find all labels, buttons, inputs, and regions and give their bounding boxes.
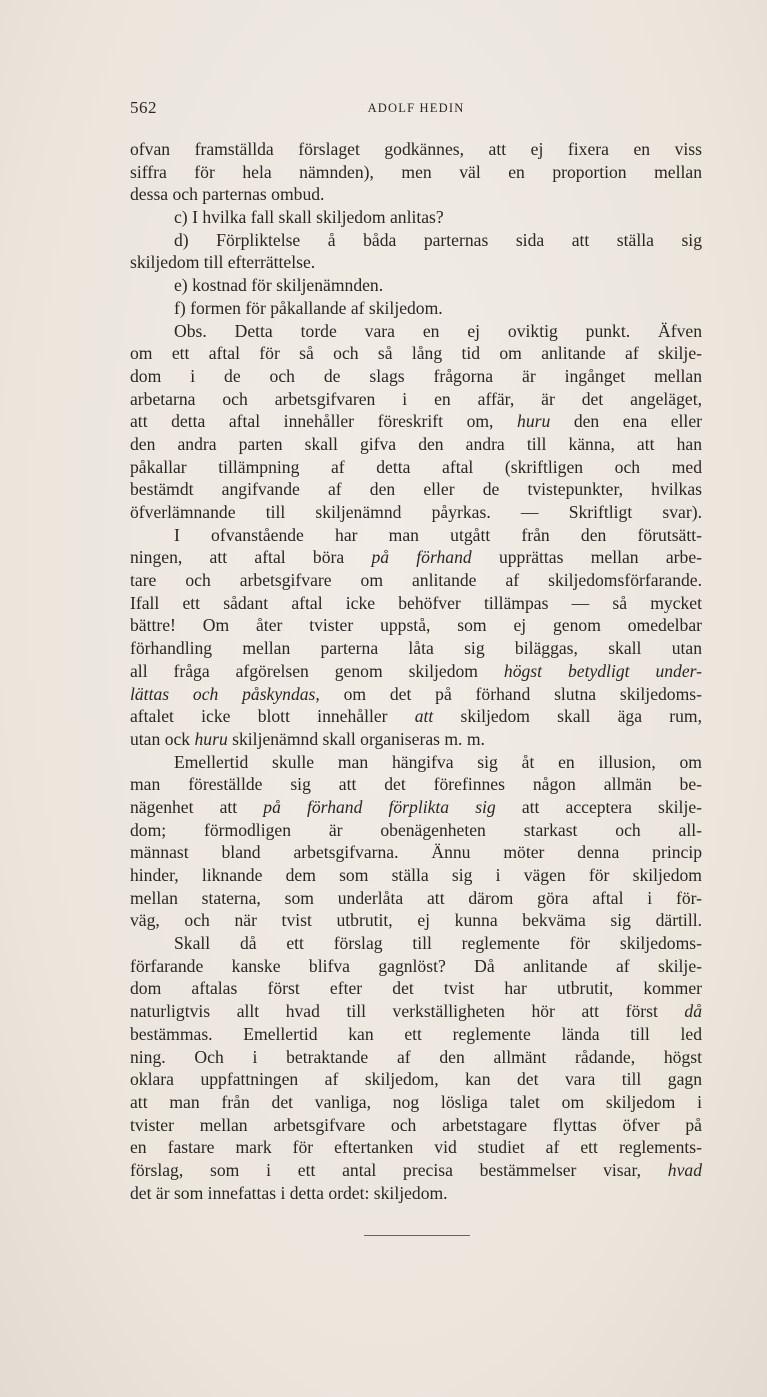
end-rule (364, 1235, 470, 1236)
text-line: dom aftalas först efter det tvist har utbrutit, kommer (130, 978, 702, 999)
text-line: väg, och när tvist utbrutit, ej kunna bekväma sig därtill. (130, 910, 702, 931)
text-line: mellan staterna, som underlåta att därom göra aftal i för- (130, 887, 702, 908)
text-line: ning. Och i betraktande af den allmänt rådande, högst (130, 1046, 702, 1067)
text-line: oklara uppfattningen af skiljedom, kan det vara till gagn (130, 1069, 702, 1090)
text-line: aftalet icke blott innehåller att skiljedom skall äga rum, (130, 706, 702, 727)
text-line: en fastare mark för eftertanken vid studiet af ett reglements- (130, 1137, 702, 1158)
text-line: att detta aftal innehåller föreskrift om, huru den ena eller (130, 411, 702, 432)
text-line: hinder, liknande dem som ställa sig i vägen för skiljedom (130, 865, 702, 885)
text-line: Emellertid skulle man hängifva sig åt en illusion, om (174, 751, 702, 772)
text-line: ofvan framställda förslaget godkännes, att ej fixera en viss (130, 139, 702, 159)
text-line: utan ock huru skiljenämnd skall organiseras m. m. (130, 728, 485, 749)
text-line: bättre! Om åter tvister uppstå, som ej genom omedelbar (130, 615, 702, 636)
text-line: dom; förmodligen är obenägenheten starkast och all- (130, 819, 702, 840)
text-line: arbetarna och arbetsgifvaren i en affär, är det angeläget, (130, 388, 702, 409)
text-line: ningen, att aftal böra på förhand upprättas mellan arbe- (130, 547, 702, 568)
text-line: tare och arbetsgifvare om anlitande af skiljedomsförfarande. (130, 570, 702, 591)
text-line: Obs. Detta torde vara en ej oviktig punkt. Äfven (174, 320, 702, 341)
text-line: man föreställde sig att det förefinnes någon allmän be- (130, 774, 702, 795)
text-line: e) kostnad för skiljenämnden. (174, 275, 384, 296)
text-line: Skall då ett förslag till reglemente för skiljedoms- (174, 933, 702, 954)
text-line: bestämmas. Emellertid kan ett reglemente lända till led (130, 1023, 702, 1044)
text-line: d) Förpliktelse å båda parternas sida att ställa sig (174, 229, 702, 250)
text-line: I ofvanstående har man utgått från den förutsätt- (174, 524, 702, 545)
text-line: f) formen för påkallande af skiljedom. (174, 297, 443, 318)
text-line: dessa och parternas ombud. (130, 184, 325, 205)
text-line: det är som innefattas i detta ordet: skiljedom. (130, 1182, 448, 1203)
text-line: om ett aftal för så och så lång tid om anlitande af skilje- (130, 343, 702, 364)
text-line: bestämdt angifvande af den eller de tvistepunkter, hvilkas (130, 479, 702, 500)
running-head: ADOLF HEDIN (367, 101, 465, 115)
text-line: Ifall ett sådant aftal icke behöfver tillämpas — så mycket (130, 592, 702, 613)
text-line: påkallar tillämpning af detta aftal (skriftligen och med (130, 456, 702, 477)
page-number: 562 (130, 98, 157, 117)
text-line: lättas och påskyndas, om det på förhand slutna skiljedoms- (130, 683, 702, 704)
text-line: naturligtvis allt hvad till verkställigheten hör att först då (130, 1001, 702, 1022)
text-line: all fråga afgörelsen genom skiljedom högst betydligt under- (130, 660, 702, 681)
text-line: siffra för hela nämnden), men väl en proportion mellan (130, 161, 702, 182)
text-line: förfarande kanske blifva gagnlöst? Då anlitande af skilje- (130, 955, 702, 976)
text-line: att man från det vanliga, nog lösliga talet om skiljedom i (130, 1091, 702, 1112)
text-line: dom i de och de slags frågorna är ingånget mellan (130, 365, 702, 386)
text-line: den andra parten skall gifva den andra till känna, att han (130, 433, 702, 454)
page-header (130, 98, 702, 122)
text-line: c) I hvilka fall skall skiljedom anlitas? (174, 207, 444, 228)
text-line: nägenhet att på förhand förplikta sig att acceptera skilje- (130, 796, 702, 817)
text-line: öfverlämnande till skiljenämnd påyrkas. — Skriftligt svar). (130, 502, 702, 522)
text-line: förhandling mellan parterna låta sig biläggas, skall utan (130, 638, 702, 659)
text-line: förslag, som i ett antal precisa bestämmelser visar, hvad (130, 1159, 702, 1180)
text-line: skiljedom till efterrättelse. (130, 252, 316, 273)
body-text (130, 138, 702, 1204)
text-line: männast bland arbetsgifvarna. Ännu möter denna princip (130, 842, 702, 863)
text-line: tvister mellan arbetsgifvare och arbetstagare flyttas öfver på (130, 1114, 702, 1135)
